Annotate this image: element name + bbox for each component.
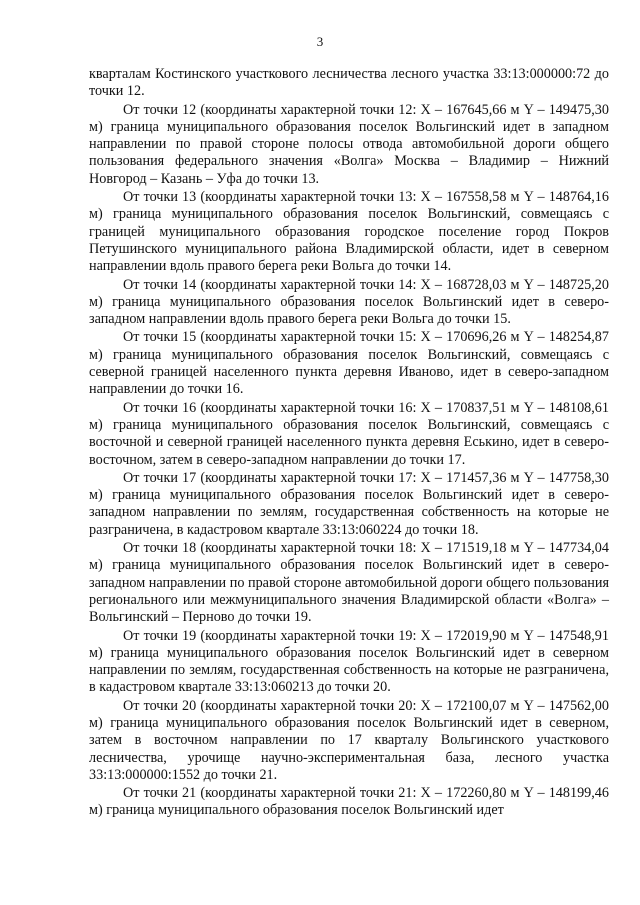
paragraph: От точки 19 (координаты характерной точки 19: X – 172019,90 м Y – 147548,91 м) граница муниципального образования поселок Вольгинский идет в северном направлении по землям, государственная собственность на которые не разграничена, в кадастровом квартале 33:13:060213 до точки 20. [89, 627, 609, 696]
page-number: 3 [316, 34, 324, 49]
paragraph: кварталам Костинского участкового лесничества лесного участка 33:13:000000:72 до точки 12. [89, 66, 609, 100]
paragraph: От точки 12 (координаты характерной точки 12: X – 167645,66 м Y – 149475,30 м) граница муниципального образования поселок Вольгинский идет в западном направлении по правой стороне полосы отвода автомобильной дороги общего пользования федерального значения «Волга» Москва – Владимир – Нижний Новгород – Казань – Уфа до точки 13. [89, 101, 609, 187]
document-body [89, 66, 609, 821]
paragraph: От точки 16 (координаты характерной точки 16: X – 170837,51 м Y – 148108,61 м) граница муниципального образования поселок Вольгинский, совмещаясь с восточной и северной границей населенного пункта деревня Еськино, идет в северо-восточном, затем в северо-западном направлении до точки 17. [89, 399, 609, 468]
paragraph: От точки 18 (координаты характерной точки 18: X – 171519,18 м Y – 147734,04 м) граница муниципального образования поселок Вольгинский идет в северо-западном направлении по правой стороне автомобильной дороги общего пользования регионального или межмуниципального значения Владимирской области «Волга» – Вольгинский – Перново до точки 19. [89, 540, 609, 626]
paragraph: От точки 15 (координаты характерной точки 15: X – 170696,26 м Y – 148254,87 м) граница муниципального образования поселок Вольгинский, совмещаясь с северной границей населенного пункта деревня Иваново, идет в северо-западном направлении до точки 16. [89, 329, 609, 398]
paragraph: От точки 13 (координаты характерной точки 13: X – 167558,58 м Y – 148764,16 м) граница муниципального образования поселок Вольгинский, совмещаясь с границей муниципального образования городское поселение город Покров Петушинского муниципального района Владимирской области, идет в северном направлении вдоль правого берега реки Вольга до точки 14. [89, 189, 609, 275]
paragraph: От точки 21 (координаты характерной точки 21: X – 172260,80 м Y – 148199,46 м) граница муниципального образования поселок Вольгинский идет [89, 785, 609, 819]
paragraph: От точки 20 (координаты характерной точки 20: X – 172100,07 м Y – 147562,00 м) граница муниципального образования поселок Вольгинский идет в северном, затем в восточном направлении по 17 кварталу Вольгинского участкового лесничества, урочище научно-экспериментальная база, лесного участка 33:13:000000:1552 до точки 21. [89, 697, 609, 783]
paragraph: От точки 17 (координаты характерной точки 17: X – 171457,36 м Y – 147758,30 м) граница муниципального образования поселок Вольгинский идет в северо-западном направлении по землям, государственная собственность на которые не разграничена, в кадастровом квартале 33:13:060224 до точки 18. [89, 469, 609, 538]
paragraph: От точки 14 (координаты характерной точки 14: X – 168728,03 м Y – 148725,20 м) граница муниципального образования поселок Вольгинский идет в северо-западном направлении вдоль правого берега реки Вольга до точки 15. [89, 276, 609, 328]
